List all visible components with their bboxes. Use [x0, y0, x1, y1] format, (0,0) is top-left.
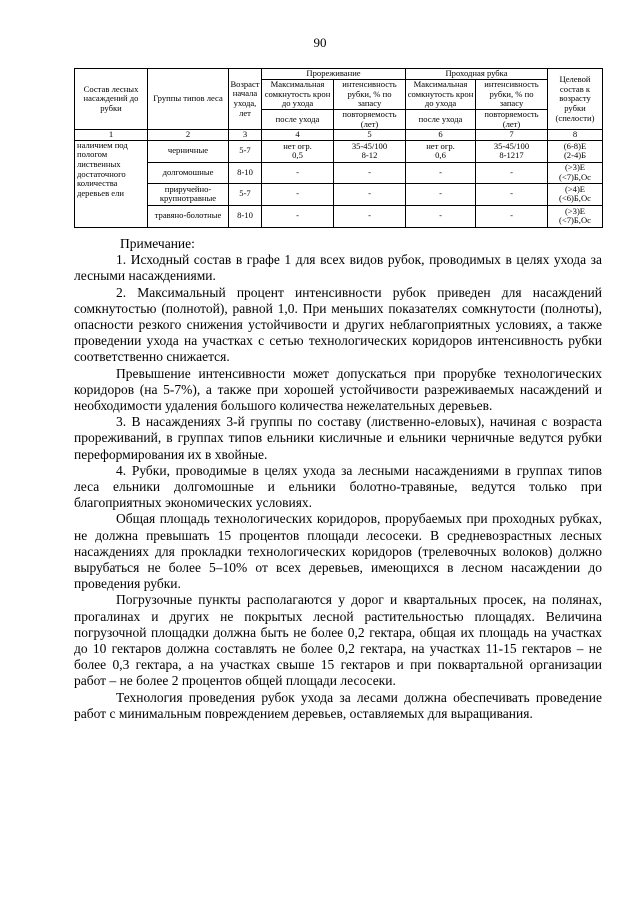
thinning-intensity: 35-45/100 8-12 [334, 140, 406, 162]
header-passage-repeat: повторяемость (лет) [476, 109, 548, 129]
target-composition: (6-8)Е (2-4)Б [548, 140, 603, 162]
notes-heading: Примечание: [120, 236, 195, 251]
age-value: 8-10 [229, 162, 262, 183]
age-value: 8-10 [229, 205, 262, 227]
thinning-density: - [262, 162, 334, 183]
note-paragraph: 4. Рубки, проводимые в целях ухода за лесными насаждениями в группах типов леса ельники долгомошные и ельники болотно-травяные, ведутся только при благоприятных экономических условиях. [74, 462, 602, 511]
passage-density: - [406, 205, 476, 227]
target-composition: (>3)Е (<7)Б,Ос [548, 162, 603, 183]
header-thinning-repeat: повторяемость (лет) [334, 109, 406, 129]
passage-intensity: - [476, 205, 548, 227]
header-passage-max-density: Максимальная сомкнутость крон до ухода [406, 80, 476, 110]
composition-cell: наличием под пологом лиственных достаточного количества деревьев ели [75, 140, 148, 227]
col-number: 6 [406, 130, 476, 141]
header-target: Целевой состав к возрасту рубки (спелости) [548, 69, 603, 130]
note-paragraph: Общая площадь технологических коридоров, прорубаемых при проходных рубках, не должна превышать 15 процентов площади лесосеки. В средневозрастных лесных насаждениях для прокладки технологических коридоров (трелевочных волоков) должно вырубаться не более 5–10% от всех деревьев, имеющихся в лесном насаждении до проведения рубки. [74, 511, 602, 592]
col-number: 7 [476, 130, 548, 141]
thinning-intensity: - [334, 205, 406, 227]
target-composition: (>3)Е (<7)Б,Ос [548, 205, 603, 227]
header-passage-intensity: интенсивность рубки, % по запасу [476, 80, 548, 110]
note-paragraph: Превышение интенсивности может допускаться при прорубке технологических коридоров (на 5-7%), а также при хорошей устойчивости разреживаемых насаждений и необходимости удаления большого количества нежелательных деревьев. [74, 365, 602, 414]
forest-type: долгомошные [148, 162, 229, 183]
col-number: 3 [229, 130, 262, 141]
table-row [75, 140, 603, 162]
note-paragraph: 3. В насаждениях 3-й группы по составу (лиственно-еловых), начиная с возраста прореживаний, в группах типов ельники кисличные и ельники черничные ведутся рубки переформирования их в хвойные. [74, 414, 602, 462]
note-paragraph: Технология проведения рубок ухода за лесами должна обеспечивать проведение работ с минимальным повреждением деревьев, оставляемых для выращивания. [74, 689, 602, 721]
thinning-density: - [262, 183, 334, 205]
header-forest-types: Группы типов леса [148, 69, 229, 130]
passage-intensity: 35-45/100 8-1217 [476, 140, 548, 162]
table-row [75, 205, 603, 227]
table-row [75, 162, 603, 183]
col-number: 8 [548, 130, 603, 141]
note-paragraph: 2. Максимальный процент интенсивности рубок приведен для насаждений сомкнутостью (полнотой), равной 1,0. При меньших показателях сомкнутости (полноты), опасности резкого снижения устойчивости и других неблагоприятных условиях, а также проведении ухода на участках с сетью технологических коридоров интенсивность рубки соответственно снижается. [74, 284, 602, 365]
header-thinning: Прореживание [262, 69, 406, 80]
table-row [75, 183, 603, 205]
passage-intensity: - [476, 183, 548, 205]
header-thinning-intensity: интенсивность рубки, % по запасу [334, 80, 406, 110]
note-paragraph: 1. Исходный состав в графе 1 для всех видов рубок, проводимых в целях ухода за лесными насаждениями. [74, 252, 602, 284]
col-number: 5 [334, 130, 406, 141]
note-paragraph: Погрузочные пункты располагаются у дорог и квартальных просек, на полянах, прогалинах и других не покрытых лесной растительностью площадях. Величина погрузочной площадки должна быть не более 0,2 гектара, общая их площадь на участках до 10 гектаров должна составлять не более 0,2 гектара, на участках 11-15 гектаров – не более 0,3 гектара, а на участках свыше 15 гектаров и при поквартальной организации работ – не более 2 процентов общей площади лесосеки. [74, 592, 602, 689]
thinning-intensity: - [334, 183, 406, 205]
age-value: 5-7 [229, 183, 262, 205]
passage-density: - [406, 162, 476, 183]
forest-type: приручейно-крупнотравные [148, 183, 229, 205]
header-passage-after-care: после ухода [406, 109, 476, 129]
target-composition: (>4)Е (<6)Б,Ос [548, 183, 603, 205]
thinning-density: нет огр. 0,5 [262, 140, 334, 162]
thinning-density: - [262, 205, 334, 227]
forest-care-table [74, 68, 603, 228]
forest-type: травяно-болотные [148, 205, 229, 227]
header-passage-cut: Проходная рубка [406, 69, 548, 80]
header-thinning-max-density: Максимальная сомкнутость крон до ухода [262, 80, 334, 110]
age-value: 5-7 [229, 140, 262, 162]
col-number: 2 [148, 130, 229, 141]
notes-section [74, 236, 602, 722]
header-thinning-after-care: после ухода [262, 109, 334, 129]
col-number: 4 [262, 130, 334, 141]
column-number-row [75, 130, 603, 141]
page-number: 90 [313, 35, 327, 50]
passage-density: нет огр. 0,6 [406, 140, 476, 162]
header-age: Возраст начала ухода, лет [229, 69, 262, 130]
passage-density: - [406, 183, 476, 205]
passage-intensity: - [476, 162, 548, 183]
forest-type: черничные [148, 140, 229, 162]
header-composition: Состав лесных насаждений до рубки [75, 69, 148, 130]
col-number: 1 [75, 130, 148, 141]
thinning-intensity: - [334, 162, 406, 183]
